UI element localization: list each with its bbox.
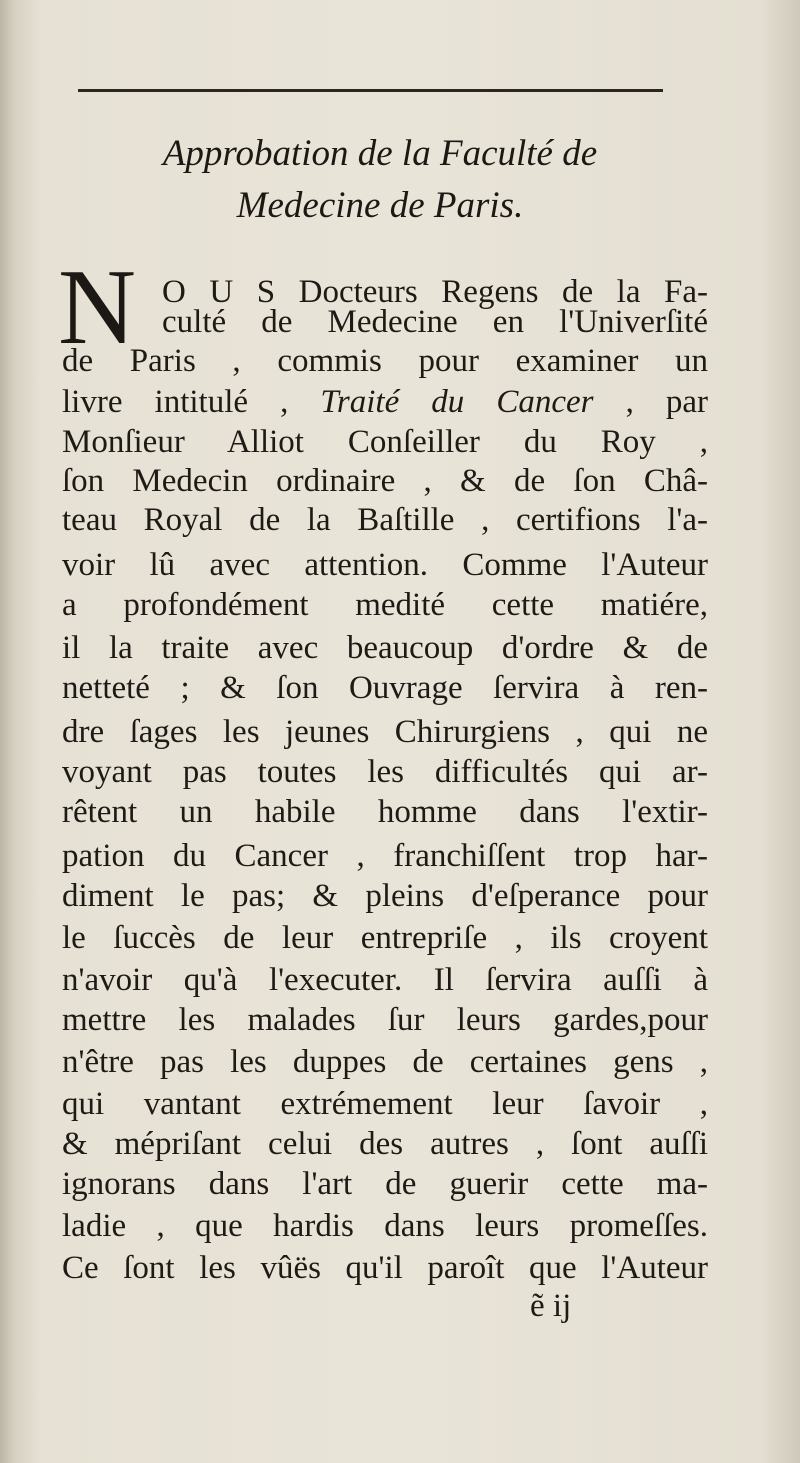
approbation-heading: [80, 128, 680, 232]
text-line: [62, 382, 708, 422]
text-line: voir lû avec attention. Comme l'Auteur: [62, 547, 708, 583]
text-line: de Paris , commis pour examiner un: [62, 343, 708, 379]
text-line: mettre les malades ſur leurs gardes,pour: [62, 1002, 708, 1038]
text-line: O U S Docteurs Regens de la Fa-: [162, 274, 708, 310]
text-line: rêtent un habile homme dans l'extir-: [62, 794, 708, 830]
text-line: ladie , que hardis dans leurs promeſſes.: [62, 1208, 708, 1244]
text-line: culté de Medecine en l'Univerſité: [162, 304, 708, 340]
text-line: & mépriſant celui des autres , ſont auſſi: [62, 1126, 708, 1162]
text-line: qui vantant extrémement leur ſavoir ,: [62, 1086, 708, 1122]
signature-mark: ẽ ij: [530, 1288, 572, 1324]
text-line: n'avoir qu'à l'executer. Il ſervira auſſi à: [62, 962, 708, 998]
header-rule: [78, 89, 663, 92]
heading-line-2: Medecine de Paris.: [236, 185, 524, 226]
text-line: pation du Cancer , franchiſſent trop har-: [62, 838, 708, 874]
text-line: Ce ſont les vûës qu'il paroît que l'Auteur: [62, 1250, 708, 1286]
text-fragment: , par: [625, 384, 709, 420]
text-line: le ſuccès de leur entrepriſe , ils croyent: [62, 920, 708, 956]
text-line: voyant pas toutes les difficultés qui ar-: [62, 754, 708, 790]
text-line: ignorans dans l'art de guerir cette ma-: [62, 1166, 708, 1202]
text-line: dre ſages les jeunes Chirurgiens , qui ne: [62, 714, 708, 750]
text-line: n'être pas les duppes de certaines gens ,: [62, 1044, 708, 1080]
text-line: il la traite avec beaucoup d'ordre & de: [62, 630, 708, 666]
heading-line-1: Approbation de la Faculté de: [162, 133, 598, 174]
text-line: Monſieur Alliot Conſeiller du Roy ,: [62, 424, 708, 460]
text-line: teau Royal de la Baſtille , certifions l'a-: [62, 502, 708, 538]
text-line: a profondément medité cette matiére,: [62, 587, 708, 623]
text-fragment: livre intitulé ,: [62, 384, 289, 420]
text-line: ſon Medecin ordinaire , & de ſon Châ-: [62, 463, 708, 499]
text-line: diment le pas; & pleins d'eſperance pour: [62, 878, 708, 914]
text-line: netteté ; & ſon Ouvrage ſervira à ren-: [62, 670, 708, 706]
drop-capital: N: [58, 248, 136, 367]
book-title: Traité du Cancer: [320, 384, 594, 420]
